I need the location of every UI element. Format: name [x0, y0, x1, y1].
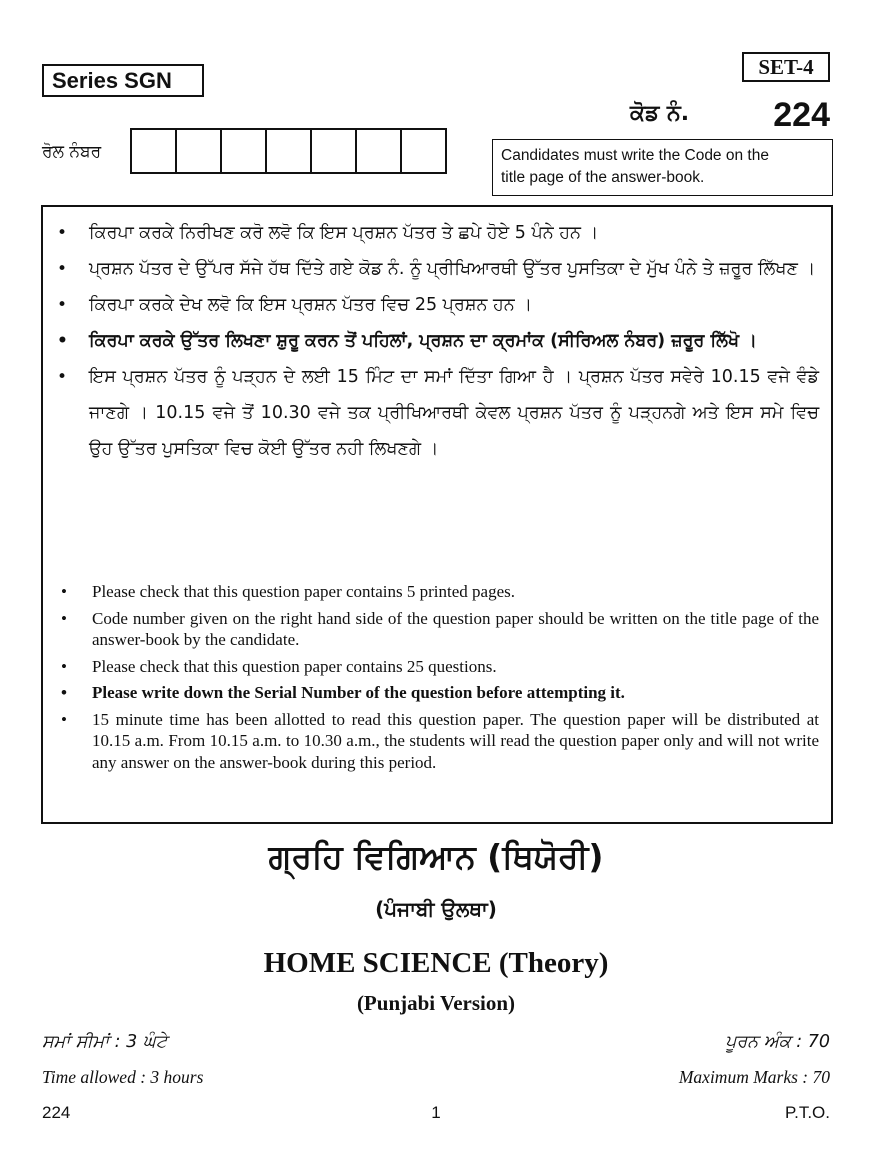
- instruction-item: [43, 323, 831, 359]
- roll-number-cell[interactable]: [267, 128, 312, 174]
- bullet-icon: •: [61, 582, 67, 601]
- instruction-item: [43, 215, 831, 251]
- roll-number-cell[interactable]: [132, 128, 177, 174]
- set-label: SET-4: [742, 52, 830, 82]
- instruction-text: Please check that this question paper contains 25 questions.: [92, 656, 497, 676]
- max-marks-punjabi: ਪੂਰਨ ਅੰਕ : 70: [725, 1032, 830, 1052]
- instruction-text: ਪ੍ਰਸ਼ਨ ਪੱਤਰ ਦੇ ਉੱਪਰ ਸੱਜੇ ਹੱਥ ਦਿੱਤੇ ਗਏ ਕੋਡ ਨੰ. ਨੂੰ ਪ੍ਰੀਖਿਆਰਥੀ ਉੱਤਰ ਪੁਸਤਿਕਾ ਦੇ ਮੁੱਖ ਪੰਨੇ ਤੇ ਜ਼ਰੂਰ ਲਿੱਖਣ ।: [89, 259, 816, 279]
- series-label: Series SGN: [42, 64, 204, 97]
- roll-number-cell[interactable]: [222, 128, 267, 174]
- bullet-icon: •: [61, 683, 67, 702]
- time-allowed-punjabi: ਸਮਾਂ ਸੀਮਾਂ : 3 ਘੰਟੇ: [42, 1032, 168, 1052]
- instructions-box: [41, 205, 833, 824]
- roll-number-cell[interactable]: [357, 128, 402, 174]
- bullet-icon: •: [57, 223, 68, 243]
- bullet-icon: •: [57, 367, 68, 387]
- page-number: 1: [431, 1103, 441, 1122]
- instruction-item: [43, 359, 831, 467]
- bullet-icon: •: [61, 709, 67, 729]
- roll-number-boxes: [130, 128, 447, 174]
- roll-number-label: ਰੋਲ ਨੰਬਰ: [42, 142, 102, 162]
- instruction-item: [43, 287, 831, 323]
- instruction-text: 15 minute time has been allotted to read this question paper. The question paper will be distributed at 10.15 a.m. From 10.15 a.m. to 10.30 a.m., the students will read the question paper only and will not write any answer on the answer-book during this period.: [92, 709, 819, 772]
- roll-number-cell[interactable]: [177, 128, 222, 174]
- subject-title-english: HOME SCIENCE (Theory): [263, 947, 609, 979]
- instruction-text: Please write down the Serial Number of the question before attempting it.: [92, 683, 625, 702]
- bullet-icon: •: [61, 608, 67, 628]
- bullet-icon: •: [57, 259, 68, 279]
- bullet-icon: •: [61, 656, 67, 676]
- roll-number-cell[interactable]: [402, 128, 447, 174]
- instruction-text: Please check that this question paper contains 5 printed pages.: [92, 582, 515, 601]
- english-instructions: [43, 581, 831, 778]
- subject-subtitle-english: (Punjabi Version): [356, 991, 516, 1015]
- bullet-icon: •: [57, 295, 68, 315]
- instruction-text: ਕਿਰਪਾ ਕਰਕੇ ਨਿਰੀਖਣ ਕਰੋ ਲਵੋ ਕਿ ਇਸ ਪ੍ਰਸ਼ਨ ਪੱਤਰ ਤੇ ਛਪੇ ਹੋਏ 5 ਪੰਨੇ ਹਨ ।: [89, 223, 599, 243]
- instruction-item: [43, 251, 831, 287]
- subject-subtitle-punjabi: (ਪੰਜਾਬੀ ਉਲਥਾ): [375, 897, 497, 921]
- code-number: 224: [773, 96, 830, 134]
- subject-title-punjabi: ਗ੍ਰਹਿ ਵਿਗਿਆਨ (ਥਿਯੋਰੀ): [268, 837, 604, 876]
- punjabi-instructions: [43, 215, 831, 467]
- code-instruction-note: [492, 139, 833, 196]
- pto-label: P.T.O.: [784, 1103, 830, 1122]
- instruction-item: [43, 581, 831, 603]
- footer-code: 224: [42, 1103, 71, 1122]
- roll-number-cell[interactable]: [312, 128, 357, 174]
- instruction-item: [43, 656, 831, 678]
- time-allowed-english: Time allowed : 3 hours: [42, 1067, 204, 1087]
- instruction-item: [43, 709, 831, 774]
- code-note-line: title page of the answer-book.: [501, 169, 705, 186]
- code-label: ਕੋਡ ਨੰ.: [630, 101, 690, 126]
- instruction-item: [43, 682, 831, 704]
- instruction-item: [43, 608, 831, 651]
- code-note-line: Candidates must write the Code on the: [501, 147, 769, 164]
- instruction-text: Code number given on the right hand side of the question paper should be written on the title page of the answer-book by the candidate.: [92, 608, 819, 649]
- max-marks-english: Maximum Marks : 70: [678, 1067, 830, 1087]
- bullet-icon: •: [57, 331, 68, 351]
- instruction-text: ਕਿਰਪਾ ਕਰਕੇ ਦੇਖ ਲਵੋ ਕਿ ਇਸ ਪ੍ਰਸ਼ਨ ਪੱਤਰ ਵਿਚ 25 ਪ੍ਰਸ਼ਨ ਹਨ ।: [89, 295, 533, 315]
- instruction-text: ਕਿਰਪਾ ਕਰਕੇ ਉੱਤਰ ਲਿਖਣਾ ਸ਼ੁਰੂ ਕਰਨ ਤੋਂ ਪਹਿਲਾਂ, ਪ੍ਰਸ਼ਨ ਦਾ ਕ੍ਰਮਾਂਕ (ਸੀਰਿਅਲ ਨੰਬਰ) ਜ਼ਰੂਰ ਲਿੱਖੋ ।: [89, 331, 757, 351]
- instruction-text: ਇਸ ਪ੍ਰਸ਼ਨ ਪੱਤਰ ਨੂੰ ਪੜ੍ਹਨ ਦੇ ਲਈ 15 ਮਿੰਟ ਦਾ ਸਮਾਂ ਦਿੱਤਾ ਗਿਆ ਹੈ । ਪ੍ਰਸ਼ਨ ਪੱਤਰ ਸਵੇਰੇ 10.15 ਵਜੇ ਵੰਡੇ ਜਾਣਗੇ । 10.15 ਵਜੇ ਤੋਂ 10.30 ਵਜੇ ਤਕ ਪ੍ਰੀਖਿਆਰਥੀ ਕੇਵਲ ਪ੍ਰਸ਼ਨ ਪੱਤਰ ਨੂੰ ਪੜ੍ਹਨਗੇ ਅਤੇ ਇਸ ਸਮੇ ਵਿਚ ਉਹ ਉੱਤਰ ਪੁਸਤਿਕਾ ਵਿਚ ਕੋਈ ਉੱਤਰ ਨਹੀ ਲਿਖਣਗੇ ।: [89, 367, 819, 459]
